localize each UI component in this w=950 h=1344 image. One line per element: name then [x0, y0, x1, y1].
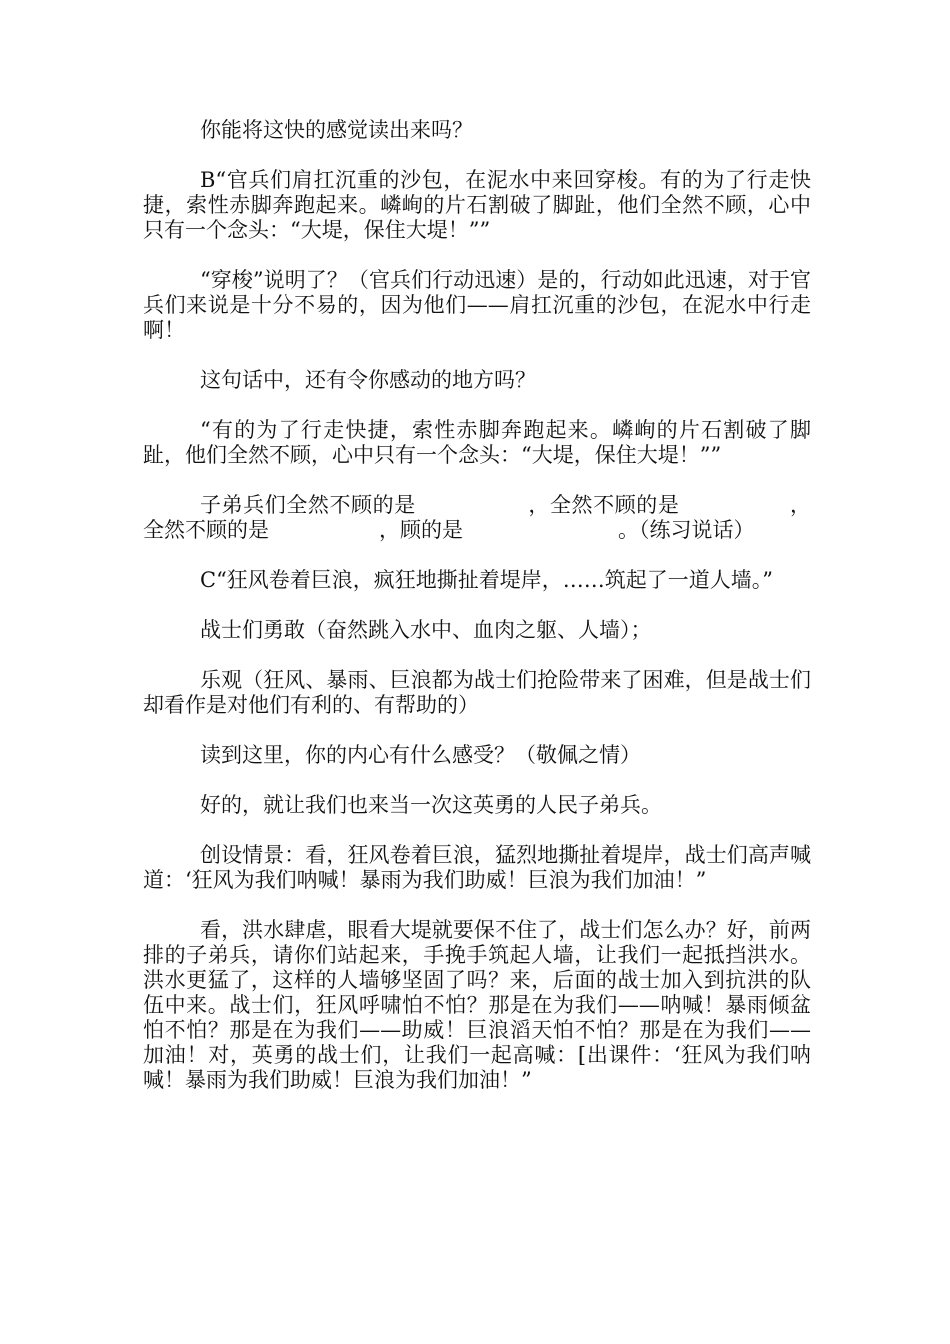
fill-in-text-3: ，全然不顾的是 [143, 493, 812, 542]
paragraph-role-play-intro: 好的，就让我们也来当一次这英勇的人民子弟兵。 [200, 793, 662, 817]
paragraph-quote-repeat: “有的为了行走快捷，索性赤脚奔跑起来。嶙峋的片石割破了脚趾，他们全然不顾，心中只有一个念头：“大堤，保住大堤！”” [143, 418, 811, 467]
paragraph-moving-question: 这句话中，还有令你感动的地方吗？ [200, 368, 536, 392]
paragraph-fill-in-exercise [143, 493, 811, 543]
paragraph-read-prompt: 你能将这快的感觉读出来吗？ [200, 118, 473, 142]
document-page [143, 118, 811, 1118]
paragraph-scenario: 创设情景：看，狂风卷着巨浪，猛烈地撕扯着堤岸，战士们高声喊道：‘狂风为我们呐喊！暴雨为我们助威！巨浪为我们加油！” [143, 843, 811, 892]
paragraph-quote-b: B“官兵们肩扛沉重的沙包，在泥水中来回穿梭。有的为了行走快捷，索性赤脚奔跑起来。嶙峋的片石割破了脚趾，他们全然不顾，心中只有一个念头：“大堤，保住大堤！”” [143, 168, 811, 242]
paragraph-flood-activity: 看，洪水肆虐，眼看大堤就要保不住了，战士们怎么办？好，前两排的子弟兵，请你们站起来，手挽手筑起人墙，让我们一起抵挡洪水。洪水更猛了，这样的人墙够坚固了吗？来，后面的战士加入到抗洪的队伍中来。战士们，狂风呼啸怕不怕？那是在为我们——呐喊！暴雨倾盆怕不怕？那是在为我们——助威！巨浪滔天怕不怕？那是在为我们——加油！对，英勇的战士们，让我们一起高喊：[出课件：‘狂风为我们呐喊！暴雨为我们助威！巨浪为我们加油！” [143, 918, 811, 1092]
fill-in-text-1: 子弟兵们全然不顾的是 [200, 493, 416, 517]
paragraph-optimistic: 乐观（狂风、暴雨、巨浪都为战士们抢险带来了困难，但是战士们却看作是对他们有利的、有帮助的） [143, 668, 811, 717]
paragraph-brave: 战士们勇敢（奋然跳入水中、血肉之躯、人墙）； [200, 618, 652, 642]
paragraph-feeling-question: 读到这里，你的内心有什么感受？（敬佩之情） [200, 743, 641, 767]
paragraph-quote-c: C“狂风卷着巨浪，疯狂地撕扯着堤岸，……筑起了一道人墙。” [200, 568, 774, 592]
fill-in-text-4: ，顾的是 [379, 518, 463, 542]
fill-in-text-5: 。（练习说话） [618, 518, 755, 542]
fill-in-text-2: ，全然不顾的是 [527, 493, 680, 517]
paragraph-shuttle-explanation: “穿梭”说明了？（官兵们行动迅速）是的，行动如此迅速，对于官兵们来说是十分不易的，因为他们——肩扛沉重的沙包，在泥水中行走啊！ [143, 268, 811, 342]
